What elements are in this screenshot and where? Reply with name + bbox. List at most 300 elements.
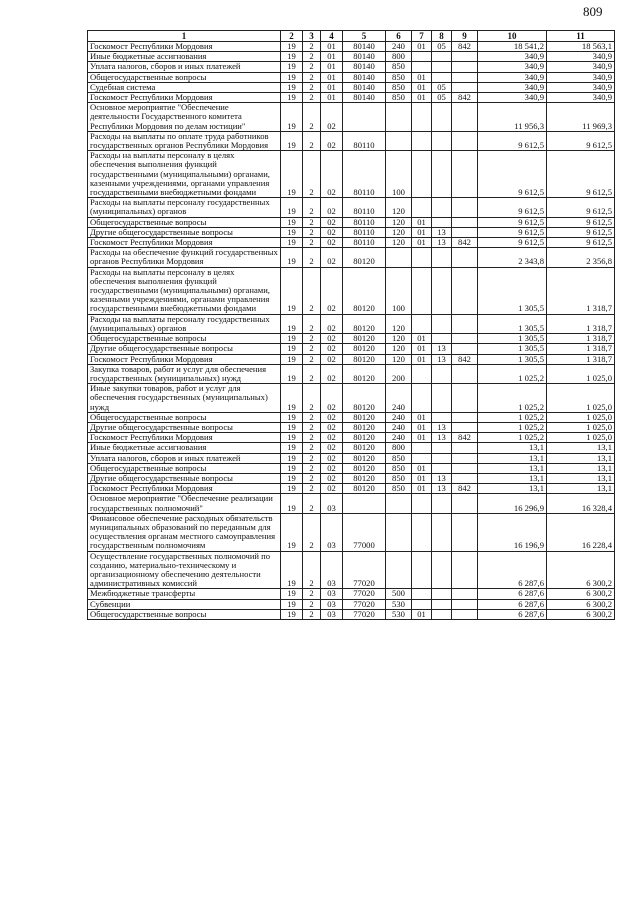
- row-code-2: 19: [281, 364, 303, 383]
- row-code-5: 77020: [343, 599, 386, 609]
- row-code-2: 19: [281, 494, 303, 513]
- row-code-7: 01: [412, 82, 432, 92]
- row-code-5: 80140: [343, 93, 386, 103]
- table-row: [88, 453, 615, 463]
- row-code-9: [452, 248, 478, 267]
- row-value-11: 1 318,7: [547, 314, 615, 333]
- row-code-2: 19: [281, 551, 303, 589]
- row-code-5: 80120: [343, 384, 386, 413]
- row-name: Общегосударственные вопросы: [88, 412, 281, 422]
- row-code-8: [432, 494, 452, 513]
- row-value-10: 1 025,2: [478, 433, 547, 443]
- row-code-5: 80110: [343, 131, 386, 150]
- row-value-10: 1 025,2: [478, 412, 547, 422]
- row-value-11: 9 612,5: [547, 198, 615, 217]
- table-row: [88, 589, 615, 599]
- row-code-2: 19: [281, 453, 303, 463]
- row-value-10: 6 287,6: [478, 551, 547, 589]
- row-value-11: 1 025,0: [547, 384, 615, 413]
- row-code-6: 120: [386, 227, 412, 237]
- row-value-10: 9 612,5: [478, 198, 547, 217]
- row-code-8: 13: [432, 344, 452, 354]
- row-value-11: 6 300,2: [547, 589, 615, 599]
- row-code-9: [452, 217, 478, 227]
- row-code-7: [412, 131, 432, 150]
- row-code-9: [452, 551, 478, 589]
- row-code-9: 842: [452, 42, 478, 52]
- row-code-4: 02: [321, 384, 343, 413]
- row-code-2: 19: [281, 82, 303, 92]
- row-code-9: [452, 494, 478, 513]
- row-code-2: 19: [281, 217, 303, 227]
- row-code-3: 2: [303, 42, 321, 52]
- row-code-7: [412, 364, 432, 383]
- row-code-5: 80140: [343, 62, 386, 72]
- table-row: [88, 82, 615, 92]
- table-row: [88, 609, 615, 619]
- row-code-7: [412, 453, 432, 463]
- row-code-6: 850: [386, 473, 412, 483]
- row-code-4: 02: [321, 453, 343, 463]
- row-code-7: [412, 384, 432, 413]
- row-code-8: [432, 384, 452, 413]
- row-code-5: [343, 494, 386, 513]
- row-code-4: 03: [321, 599, 343, 609]
- row-code-5: 80120: [343, 354, 386, 364]
- row-code-8: 13: [432, 238, 452, 248]
- row-name: Общегосударственные вопросы: [88, 217, 281, 227]
- table-row: [88, 463, 615, 473]
- row-code-7: 01: [412, 93, 432, 103]
- row-code-4: 01: [321, 93, 343, 103]
- row-value-10: 13,1: [478, 453, 547, 463]
- row-name: Другие общегосударственные вопросы: [88, 227, 281, 237]
- row-code-9: [452, 463, 478, 473]
- row-name: Судебная система: [88, 82, 281, 92]
- row-code-7: 01: [412, 344, 432, 354]
- row-code-4: 02: [321, 198, 343, 217]
- row-name: Другие общегосударственные вопросы: [88, 422, 281, 432]
- row-name: Межбюджетные трансферты: [88, 589, 281, 599]
- row-code-3: 2: [303, 384, 321, 413]
- row-code-7: [412, 513, 432, 551]
- row-value-11: 11 969,3: [547, 103, 615, 132]
- row-code-7: [412, 267, 432, 314]
- row-code-9: [452, 267, 478, 314]
- row-code-2: 19: [281, 151, 303, 198]
- row-code-3: 2: [303, 422, 321, 432]
- row-code-8: 13: [432, 473, 452, 483]
- row-name: Расходы на обеспечение функций государственных органов Республики Мордовия: [88, 248, 281, 267]
- row-code-9: [452, 443, 478, 453]
- row-value-11: 18 563,1: [547, 42, 615, 52]
- row-code-4: 02: [321, 314, 343, 333]
- row-code-9: [452, 227, 478, 237]
- row-code-5: 80140: [343, 42, 386, 52]
- row-code-7: 01: [412, 412, 432, 422]
- row-code-9: [452, 334, 478, 344]
- row-code-5: 80110: [343, 238, 386, 248]
- row-value-10: 18 541,2: [478, 42, 547, 52]
- row-code-8: [432, 589, 452, 599]
- row-code-9: 842: [452, 433, 478, 443]
- row-name: Госкомост Республики Мордовия: [88, 238, 281, 248]
- column-header: 9: [452, 31, 478, 42]
- row-value-10: 11 956,3: [478, 103, 547, 132]
- row-code-5: 80140: [343, 82, 386, 92]
- row-value-11: 13,1: [547, 484, 615, 494]
- row-code-5: 77020: [343, 609, 386, 619]
- row-code-8: [432, 364, 452, 383]
- row-code-4: 02: [321, 473, 343, 483]
- row-code-3: 2: [303, 238, 321, 248]
- row-code-8: [432, 131, 452, 150]
- row-code-2: 19: [281, 609, 303, 619]
- row-name: Госкомост Республики Мордовия: [88, 42, 281, 52]
- row-code-2: 19: [281, 484, 303, 494]
- row-code-4: 02: [321, 131, 343, 150]
- row-code-7: [412, 62, 432, 72]
- row-code-6: 240: [386, 433, 412, 443]
- row-value-11: 340,9: [547, 82, 615, 92]
- table-row: [88, 217, 615, 227]
- row-value-10: 2 343,8: [478, 248, 547, 267]
- row-name: Общегосударственные вопросы: [88, 463, 281, 473]
- row-name: Госкомост Республики Мордовия: [88, 433, 281, 443]
- row-code-8: 13: [432, 433, 452, 443]
- row-code-6: 120: [386, 314, 412, 333]
- row-name: Другие общегосударственные вопросы: [88, 344, 281, 354]
- row-code-8: 13: [432, 354, 452, 364]
- row-code-9: [452, 151, 478, 198]
- row-name: Расходы на выплаты персоналу государственных (муниципальных) органов: [88, 198, 281, 217]
- row-code-3: 2: [303, 344, 321, 354]
- row-code-6: 240: [386, 422, 412, 432]
- row-name: Госкомост Республики Мордовия: [88, 354, 281, 364]
- row-code-8: [432, 267, 452, 314]
- row-code-3: 2: [303, 217, 321, 227]
- row-value-11: 1 025,0: [547, 422, 615, 432]
- row-code-9: [452, 473, 478, 483]
- row-code-2: 19: [281, 599, 303, 609]
- row-code-5: 80140: [343, 72, 386, 82]
- table-row: [88, 364, 615, 383]
- row-code-7: [412, 599, 432, 609]
- row-code-3: 2: [303, 443, 321, 453]
- row-code-5: 80120: [343, 248, 386, 267]
- table-body: [88, 42, 615, 620]
- row-code-2: 19: [281, 238, 303, 248]
- row-code-9: [452, 513, 478, 551]
- row-code-4: 02: [321, 217, 343, 227]
- column-header: 8: [432, 31, 452, 42]
- row-code-4: 03: [321, 513, 343, 551]
- row-code-8: [432, 513, 452, 551]
- row-code-2: 19: [281, 314, 303, 333]
- row-code-4: 03: [321, 589, 343, 599]
- row-name: Расходы на выплаты персоналу государственных (муниципальных) органов: [88, 314, 281, 333]
- row-code-4: 02: [321, 463, 343, 473]
- row-value-10: 9 612,5: [478, 131, 547, 150]
- column-header: 11: [547, 31, 615, 42]
- row-code-5: 80140: [343, 52, 386, 62]
- row-code-3: 2: [303, 354, 321, 364]
- row-code-5: 80120: [343, 314, 386, 333]
- row-code-7: 01: [412, 463, 432, 473]
- row-code-6: 100: [386, 151, 412, 198]
- row-code-9: [452, 198, 478, 217]
- row-value-10: 9 612,5: [478, 238, 547, 248]
- row-code-8: [432, 609, 452, 619]
- row-code-4: 02: [321, 103, 343, 132]
- row-name: Иные закупки товаров, работ и услуг для обеспечения государственных (муниципальных) нужд: [88, 384, 281, 413]
- row-code-2: 19: [281, 513, 303, 551]
- row-code-3: 2: [303, 412, 321, 422]
- row-code-3: 2: [303, 103, 321, 132]
- row-code-6: 200: [386, 364, 412, 383]
- row-code-9: [452, 131, 478, 150]
- row-code-4: 02: [321, 433, 343, 443]
- row-code-4: 03: [321, 609, 343, 619]
- row-code-6: 120: [386, 334, 412, 344]
- row-code-4: 02: [321, 334, 343, 344]
- row-code-6: [386, 248, 412, 267]
- table-row: [88, 513, 615, 551]
- row-code-8: 13: [432, 227, 452, 237]
- row-value-10: 340,9: [478, 72, 547, 82]
- row-value-11: 1 025,0: [547, 364, 615, 383]
- row-code-9: 842: [452, 93, 478, 103]
- row-code-8: [432, 551, 452, 589]
- row-code-4: 02: [321, 443, 343, 453]
- row-code-6: 240: [386, 384, 412, 413]
- row-code-6: 120: [386, 238, 412, 248]
- row-code-7: 01: [412, 484, 432, 494]
- table-row: [88, 93, 615, 103]
- row-value-10: 1 305,5: [478, 354, 547, 364]
- row-name: Иные бюджетные ассигнования: [88, 52, 281, 62]
- row-code-9: [452, 314, 478, 333]
- row-value-10: 6 287,6: [478, 599, 547, 609]
- row-code-3: 2: [303, 463, 321, 473]
- row-code-5: [343, 103, 386, 132]
- row-code-8: [432, 198, 452, 217]
- row-name: Расходы на выплаты по оплате труда работников государственных органов Республики Мордовия: [88, 131, 281, 150]
- table-row: [88, 314, 615, 333]
- table-row: [88, 473, 615, 483]
- column-header: 3: [303, 31, 321, 42]
- row-code-5: 80120: [343, 443, 386, 453]
- row-code-3: 2: [303, 52, 321, 62]
- row-code-8: [432, 103, 452, 132]
- row-code-9: [452, 599, 478, 609]
- table-row: [88, 103, 615, 132]
- row-code-5: 80120: [343, 412, 386, 422]
- row-code-3: 2: [303, 151, 321, 198]
- row-code-8: [432, 52, 452, 62]
- table-row: [88, 422, 615, 432]
- row-code-8: [432, 217, 452, 227]
- row-value-10: 13,1: [478, 443, 547, 453]
- table-row: [88, 62, 615, 72]
- row-code-4: 02: [321, 422, 343, 432]
- row-code-3: 2: [303, 494, 321, 513]
- row-code-2: 19: [281, 267, 303, 314]
- table-row: [88, 433, 615, 443]
- column-header: 10: [478, 31, 547, 42]
- row-value-11: 340,9: [547, 62, 615, 72]
- row-code-2: 19: [281, 62, 303, 72]
- row-code-5: 80120: [343, 364, 386, 383]
- row-value-10: 340,9: [478, 82, 547, 92]
- row-code-3: 2: [303, 513, 321, 551]
- row-code-3: 2: [303, 227, 321, 237]
- row-code-6: 530: [386, 609, 412, 619]
- row-code-2: 19: [281, 198, 303, 217]
- row-name: Основное мероприятие "Обеспечение реализации государственных полномочий": [88, 494, 281, 513]
- row-value-11: 1 025,0: [547, 433, 615, 443]
- row-code-6: 850: [386, 62, 412, 72]
- row-code-5: 80120: [343, 453, 386, 463]
- row-code-2: 19: [281, 473, 303, 483]
- row-code-6: 120: [386, 344, 412, 354]
- row-code-7: [412, 103, 432, 132]
- row-value-10: 1 305,5: [478, 314, 547, 333]
- table-row: [88, 198, 615, 217]
- row-code-7: 01: [412, 72, 432, 82]
- budget-table: [87, 30, 615, 620]
- row-name: Госкомост Республики Мордовия: [88, 93, 281, 103]
- row-code-9: [452, 412, 478, 422]
- row-code-2: 19: [281, 52, 303, 62]
- row-code-5: 80110: [343, 217, 386, 227]
- row-code-6: 850: [386, 72, 412, 82]
- row-code-3: 2: [303, 473, 321, 483]
- row-code-5: 80120: [343, 484, 386, 494]
- row-code-7: [412, 314, 432, 333]
- row-code-3: 2: [303, 551, 321, 589]
- row-code-2: 19: [281, 354, 303, 364]
- row-code-7: [412, 151, 432, 198]
- row-code-5: 80120: [343, 422, 386, 432]
- row-code-2: 19: [281, 93, 303, 103]
- row-code-5: 77000: [343, 513, 386, 551]
- row-name: Общегосударственные вопросы: [88, 609, 281, 619]
- row-code-4: 01: [321, 62, 343, 72]
- row-code-5: 80110: [343, 151, 386, 198]
- row-code-6: [386, 551, 412, 589]
- table-row: [88, 443, 615, 453]
- row-value-10: 9 612,5: [478, 217, 547, 227]
- row-code-9: 842: [452, 484, 478, 494]
- row-value-10: 6 287,6: [478, 609, 547, 619]
- table-row: [88, 151, 615, 198]
- row-code-4: 01: [321, 42, 343, 52]
- row-code-2: 19: [281, 589, 303, 599]
- row-code-7: [412, 494, 432, 513]
- row-code-6: [386, 103, 412, 132]
- row-code-7: [412, 52, 432, 62]
- row-code-9: [452, 82, 478, 92]
- row-value-10: 13,1: [478, 473, 547, 483]
- row-code-7: 01: [412, 238, 432, 248]
- row-name: Общегосударственные вопросы: [88, 334, 281, 344]
- row-code-4: 02: [321, 364, 343, 383]
- row-code-3: 2: [303, 334, 321, 344]
- row-value-11: 1 318,7: [547, 344, 615, 354]
- row-code-8: [432, 453, 452, 463]
- row-code-9: 842: [452, 238, 478, 248]
- table-row: [88, 494, 615, 513]
- table-row: [88, 599, 615, 609]
- row-value-11: 1 318,7: [547, 354, 615, 364]
- row-code-2: 19: [281, 433, 303, 443]
- row-code-3: 2: [303, 248, 321, 267]
- row-code-4: 02: [321, 151, 343, 198]
- row-code-8: 05: [432, 93, 452, 103]
- row-code-5: 80120: [343, 433, 386, 443]
- row-code-7: 01: [412, 217, 432, 227]
- row-code-7: [412, 198, 432, 217]
- row-code-4: 02: [321, 238, 343, 248]
- row-code-7: 01: [412, 227, 432, 237]
- row-value-10: 1 025,2: [478, 384, 547, 413]
- row-code-3: 2: [303, 131, 321, 150]
- table-row: [88, 334, 615, 344]
- row-code-4: 02: [321, 344, 343, 354]
- table-row: [88, 484, 615, 494]
- row-code-7: 01: [412, 334, 432, 344]
- row-code-7: 01: [412, 609, 432, 619]
- row-code-6: 100: [386, 267, 412, 314]
- row-code-2: 19: [281, 42, 303, 52]
- row-code-6: 850: [386, 484, 412, 494]
- row-code-7: 01: [412, 433, 432, 443]
- row-code-7: 01: [412, 473, 432, 483]
- row-value-11: 9 612,5: [547, 217, 615, 227]
- row-value-10: 340,9: [478, 52, 547, 62]
- row-code-8: [432, 151, 452, 198]
- row-code-6: 240: [386, 42, 412, 52]
- row-value-11: 13,1: [547, 443, 615, 453]
- row-name: Другие общегосударственные вопросы: [88, 473, 281, 483]
- row-code-2: 19: [281, 443, 303, 453]
- row-code-7: [412, 589, 432, 599]
- row-name: Иные бюджетные ассигнования: [88, 443, 281, 453]
- row-value-11: 340,9: [547, 52, 615, 62]
- row-code-3: 2: [303, 599, 321, 609]
- row-code-4: 02: [321, 267, 343, 314]
- row-code-8: [432, 334, 452, 344]
- table-row: [88, 354, 615, 364]
- row-value-11: 1 318,7: [547, 334, 615, 344]
- row-code-5: 80120: [343, 267, 386, 314]
- row-value-11: 6 300,2: [547, 551, 615, 589]
- row-code-5: 80110: [343, 227, 386, 237]
- row-value-10: 16 196,9: [478, 513, 547, 551]
- column-header: 2: [281, 31, 303, 42]
- row-code-6: [386, 513, 412, 551]
- row-code-7: 01: [412, 42, 432, 52]
- row-code-3: 2: [303, 484, 321, 494]
- table-row: [88, 267, 615, 314]
- row-code-3: 2: [303, 198, 321, 217]
- table-row: [88, 131, 615, 150]
- row-code-4: 02: [321, 227, 343, 237]
- table-row: [88, 42, 615, 52]
- row-code-3: 2: [303, 72, 321, 82]
- column-header: 5: [343, 31, 386, 42]
